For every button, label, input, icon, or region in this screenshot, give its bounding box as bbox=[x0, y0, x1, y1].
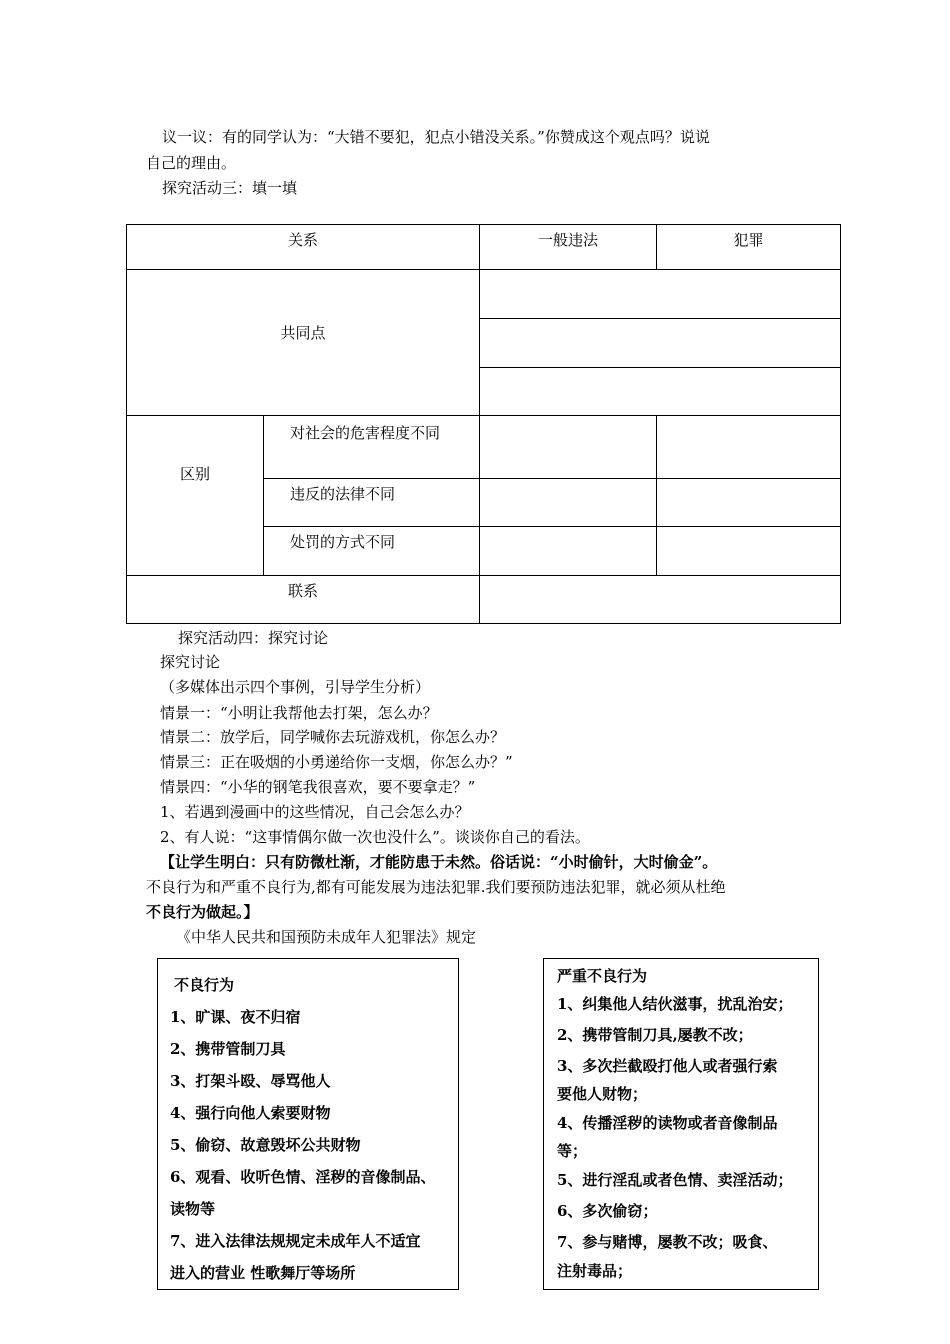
link-answer[interactable] bbox=[480, 576, 841, 624]
bad-behavior-item: 6、观看、收听色情、淫秽的音像制品、 bbox=[170, 1168, 436, 1186]
diff-law-general[interactable] bbox=[480, 479, 657, 527]
bad-behavior-item: 7、进入法律法规规定未成年人不适宜 bbox=[170, 1232, 421, 1250]
conclusion-line-2: 不良行为和严重不良行为,都有可能发展为违法犯罪.我们要预防违法犯罪，就必须从杜绝 bbox=[146, 878, 726, 896]
bad-behavior-item: 4、强行向他人索要财物 bbox=[170, 1104, 331, 1122]
common-answer-3[interactable] bbox=[480, 368, 841, 416]
serious-behavior-item: 3、多次拦截殴打他人或者强行索 bbox=[557, 1057, 778, 1075]
intro-line-2: 自己的理由。 bbox=[146, 154, 237, 172]
question-1: 1、若遇到漫画中的这些情况，自己会怎么办？ bbox=[160, 803, 470, 821]
diff-harm-general[interactable] bbox=[480, 416, 657, 479]
activity4-title: 探究活动四：探究讨论 bbox=[178, 629, 329, 647]
multimedia-note: （多媒体出示四个事例，引导学生分析） bbox=[160, 678, 431, 696]
diff-penalty-crime[interactable] bbox=[657, 527, 841, 576]
serious-behavior-item-cont: 注射毒品； bbox=[557, 1262, 633, 1280]
bad-behavior-title: 不良行为 bbox=[174, 976, 235, 994]
diff-penalty-general[interactable] bbox=[480, 527, 657, 576]
serious-behavior-item: 6、多次偷窃； bbox=[557, 1202, 658, 1220]
bad-behavior-item-cont: 进入的营业 性歌舞厅等场所 bbox=[170, 1264, 356, 1282]
header-general-violation: 一般违法 bbox=[480, 225, 657, 270]
serious-behavior-item: 4、传播淫秽的读物或者音像制品 bbox=[557, 1114, 778, 1132]
conclusion-line-1: 【让学生明白：只有防微杜渐，才能防患于未然。俗话说：“小时偷针，大时偷金”。 bbox=[160, 853, 718, 871]
question-2: 2、有人说：“这事情偶尔做一次也没什么”。谈谈你自己的看法。 bbox=[160, 828, 590, 846]
common-answer-2[interactable] bbox=[480, 319, 841, 368]
law-title: 《中华人民共和国预防未成年人犯罪法》规定 bbox=[176, 928, 477, 946]
activity3-heading: 探究活动三：填一填 bbox=[162, 179, 298, 197]
diff-penalty: 处罚的方式不同 bbox=[264, 527, 480, 576]
bad-behavior-item-cont: 读物等 bbox=[170, 1200, 216, 1218]
header-relation: 关系 bbox=[127, 225, 480, 270]
diff-harm: 对社会的危害程度不同 bbox=[264, 416, 480, 479]
scenario-2: 情景二：放学后，同学喊你去玩游戏机，你怎么办？ bbox=[160, 728, 506, 746]
common-answer-1[interactable] bbox=[480, 270, 841, 319]
diff-law-crime[interactable] bbox=[657, 479, 841, 527]
serious-behavior-item-cont: 等； bbox=[557, 1142, 588, 1160]
scenario-3: 情景三：正在吸烟的小勇递给你一支烟，你怎么办？” bbox=[160, 753, 513, 771]
serious-bad-behavior-box bbox=[543, 958, 819, 1290]
row-link-label: 联系 bbox=[127, 576, 480, 624]
bad-behavior-box bbox=[157, 958, 459, 1290]
intro-line-1: 议一议：有的同学认为：“大错不要犯，犯点小错没关系。”你赞成这个观点吗？说说 bbox=[162, 128, 710, 146]
scenario-4: 情景四：“小华的钢笔我很喜欢，要不要拿走？” bbox=[160, 778, 476, 796]
scenario-1: 情景一：“小明让我帮他去打架，怎么办？ bbox=[160, 704, 438, 722]
row-common-label: 共同点 bbox=[127, 270, 480, 416]
comparison-table bbox=[126, 224, 841, 624]
serious-behavior-item: 5、进行淫乱或者色情、卖淫活动； bbox=[557, 1171, 793, 1189]
diff-harm-crime[interactable] bbox=[657, 416, 841, 479]
bad-behavior-item: 5、偷窃、故意毁坏公共财物 bbox=[170, 1136, 361, 1154]
row-diff-label: 区别 bbox=[127, 416, 264, 576]
bad-behavior-item: 2、携带管制刀具 bbox=[170, 1040, 286, 1058]
serious-behavior-item: 1、纠集他人结伙滋事，扰乱治安； bbox=[557, 995, 793, 1013]
serious-behavior-item-cont: 要他人财物； bbox=[557, 1085, 648, 1103]
bad-behavior-item: 3、打架斗殴、辱骂他人 bbox=[170, 1072, 331, 1090]
serious-behavior-title: 严重不良行为 bbox=[557, 967, 648, 985]
discussion-heading: 探究讨论 bbox=[160, 653, 221, 671]
serious-behavior-item: 2、携带管制刀具,屡教不改； bbox=[557, 1026, 753, 1044]
diff-law: 违反的法律不同 bbox=[264, 479, 480, 527]
bad-behavior-item: 1、旷课、夜不归宿 bbox=[170, 1008, 301, 1026]
serious-behavior-item: 7、参与赌博，屡教不改；吸食、 bbox=[557, 1233, 778, 1251]
header-crime: 犯罪 bbox=[657, 225, 841, 270]
conclusion-line-3: 不良行为做起。】 bbox=[146, 903, 259, 921]
